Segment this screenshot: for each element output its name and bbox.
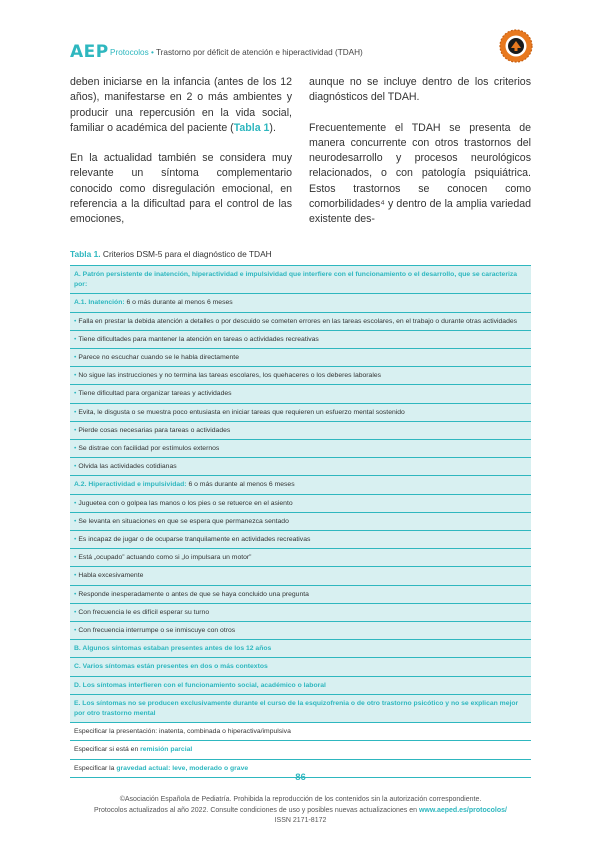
criterion-item-row — [70, 548, 531, 566]
criterion-item-row — [70, 512, 531, 530]
criterion-item-row — [70, 439, 531, 457]
criterion-item-row — [70, 330, 531, 348]
criterion-item-text: Juguetea con o golpea las manos o los pies o se retuerce en el asiento — [78, 499, 293, 507]
criterion-item-row — [70, 457, 531, 475]
protocol-badge-icon — [498, 28, 534, 64]
bullet-icon: • — [74, 426, 77, 434]
criterion-item-row — [70, 603, 531, 621]
paragraph: aunque no se incluye dentro de los criterios diagnósticos del TDAH. — [309, 76, 531, 104]
criterion-item-text: Responde inesperadamente o antes de que se haya concluido una pregunta — [78, 590, 309, 598]
criterion-item-row — [70, 530, 531, 548]
page-footer — [0, 795, 601, 827]
bullet-icon: • — [74, 499, 77, 507]
criterion-item-text: Falla en prestar la debida atención a detalles o por descuido se cometen errores en las tareas escolares, en el trabajo o durante otras actividades — [78, 317, 518, 325]
criterion-item-text: Con frecuencia interrumpe o se inmiscuye con otros — [78, 627, 236, 635]
bullet-icon: • — [74, 390, 77, 398]
bullet-icon: • — [74, 572, 77, 580]
bullet-icon: • — [74, 554, 77, 562]
criterion-item-row — [70, 566, 531, 584]
issn-line: ISSN 2171-8172 — [274, 817, 327, 824]
criterion-item-row — [70, 403, 531, 421]
bullet-icon: • — [74, 463, 77, 471]
page-header — [70, 40, 530, 70]
criterion-item-row — [70, 366, 531, 384]
criterion-item-text: Es incapaz de jugar o de ocuparse tranquilamente en actividades recreativas — [78, 536, 311, 544]
criterion-item-text: Habla excesivamente — [78, 572, 144, 580]
body-column-left — [70, 75, 292, 243]
bullet-icon: • — [74, 372, 77, 380]
bullet-icon: • — [74, 536, 77, 544]
criterion-item-row — [70, 312, 531, 330]
criterion-item-text: Pierde cosas necesarias para tareas o actividades — [78, 426, 231, 434]
criterion-b-row: B. Algunos síntomas estaban presentes antes de los 12 años — [70, 639, 531, 657]
bullet-icon: • — [74, 517, 77, 525]
criterion-item-text: Con frecuencia le es difícil esperar su turno — [78, 608, 210, 616]
bullet-icon: • — [74, 317, 77, 325]
header-title: Protocolos • Trastorno por déficit de atención e hiperactividad (TDAH) — [110, 48, 363, 57]
criterion-d-row: D. Los síntomas interfieren con el funcionamiento social, académico o laboral — [70, 676, 531, 694]
page-number: 86 — [295, 772, 306, 783]
criterion-a-row: A. Patrón persistente de inatención, hiperactividad e impulsividad que interfiere con el funcionamiento o el desarrollo, que se caracteriza por: — [70, 265, 531, 293]
bullet-icon: • — [74, 335, 77, 343]
update-line: Protocolos actualizados al año 2022. Consulte condiciones de uso y posibles nuevas actualizaciones en www.aeped.es/protocolos/ — [94, 806, 507, 814]
criterion-item-row — [70, 421, 531, 439]
paragraph: deben iniciarse en la infancia (antes de los 12 años), manifestarse en 2 o más ambientes y producir una repercusión en la vida social, familiar o académica del paciente (Tabla 1). — [70, 76, 292, 134]
criterion-item-row — [70, 585, 531, 603]
paragraph: En la actualidad también se considera muy relevante un síntoma complementario conocido como disregulación emocional, en referencia a la dificultad para el control de las emociones, — [70, 152, 292, 226]
criterion-item-text: Se levanta en situaciones en que se espera que permanezca sentado — [78, 517, 289, 525]
bullet-icon: • — [74, 445, 77, 453]
criterion-item-row — [70, 494, 531, 512]
bullet-icon: • — [74, 408, 77, 416]
criterion-item-text: Tiene dificultades para mantener la atención en tareas o actividades recreativas — [78, 335, 319, 343]
table-1-link[interactable]: Tabla 1 — [233, 121, 270, 134]
aep-logo: AEP — [70, 42, 109, 62]
criterion-a2-row: A.2. Hiperactividad e impulsividad: 6 o más durante al menos 6 meses — [70, 475, 531, 493]
bullet-icon: • — [74, 608, 77, 616]
specifier-severity-row: Especificar la gravedad actual: leve, moderado o grave — [70, 759, 531, 778]
criterion-item-text: Olvida las actividades cotidianas — [78, 463, 177, 471]
dsm5-criteria-table — [70, 265, 531, 778]
bullet-icon: • — [74, 590, 77, 598]
paragraph: Frecuentemente el TDAH se presenta de manera concurrente con otros trastornos del neurodesarrollo y procesos neurológicos relacionados, o con patología psiquiátrica. Estos trastornos se conocen como comorbilidades⁴ y dentro de la amplia variedad existente des- — [309, 121, 531, 226]
protocols-url-link[interactable]: www.aeped.es/protocolos/ — [418, 806, 507, 814]
criterion-e-row: E. Los síntomas no se producen exclusivamente durante el curso de la esquizofrenia o de otro trastorno psicótico y no se explican mejor por otro trastorno mental — [70, 694, 531, 722]
criterion-item-text: Se distrae con facilidad por estímulos externos — [78, 445, 220, 453]
criterion-item-text: Está „ocupado” actuando como si „lo impulsara un motor” — [78, 554, 252, 562]
criterion-item-text: Evita, le disgusta o se muestra poco entusiasta en iniciar tareas que requieren un esfuerzo mental sostenido — [78, 408, 405, 416]
table-caption: Tabla 1. Criterios DSM-5 para el diagnóstico de TDAH — [70, 249, 272, 259]
criterion-c-row: C. Varios síntomas están presentes en dos o más contextos — [70, 657, 531, 675]
copyright-line: ©Asociación Española de Pediatría. Prohibida la reproducción de los contenidos sin la autorización correspondiente. — [119, 796, 482, 803]
criterion-item-row — [70, 384, 531, 402]
specifier-presentation-row: Especificar la presentación: inatenta, combinada o hiperactiva/impulsiva — [70, 722, 531, 740]
bullet-icon: • — [74, 354, 77, 362]
body-column-right — [309, 75, 531, 243]
specifier-remission-row: Especificar si está en remisión parcial — [70, 740, 531, 758]
criterion-item-row — [70, 348, 531, 366]
bullet-icon: • — [74, 627, 77, 635]
criterion-a1-row: A.1. Inatención: 6 o más durante al menos 6 meses — [70, 293, 531, 311]
criterion-item-text: Tiene dificultad para organizar tareas y actividades — [78, 390, 232, 398]
criterion-item-text: Parece no escuchar cuando se le habla directamente — [78, 354, 239, 362]
criterion-item-text: No sigue las instrucciones y no termina las tareas escolares, los quehaceres o los deberes laborales — [78, 372, 382, 380]
criterion-item-row — [70, 621, 531, 639]
